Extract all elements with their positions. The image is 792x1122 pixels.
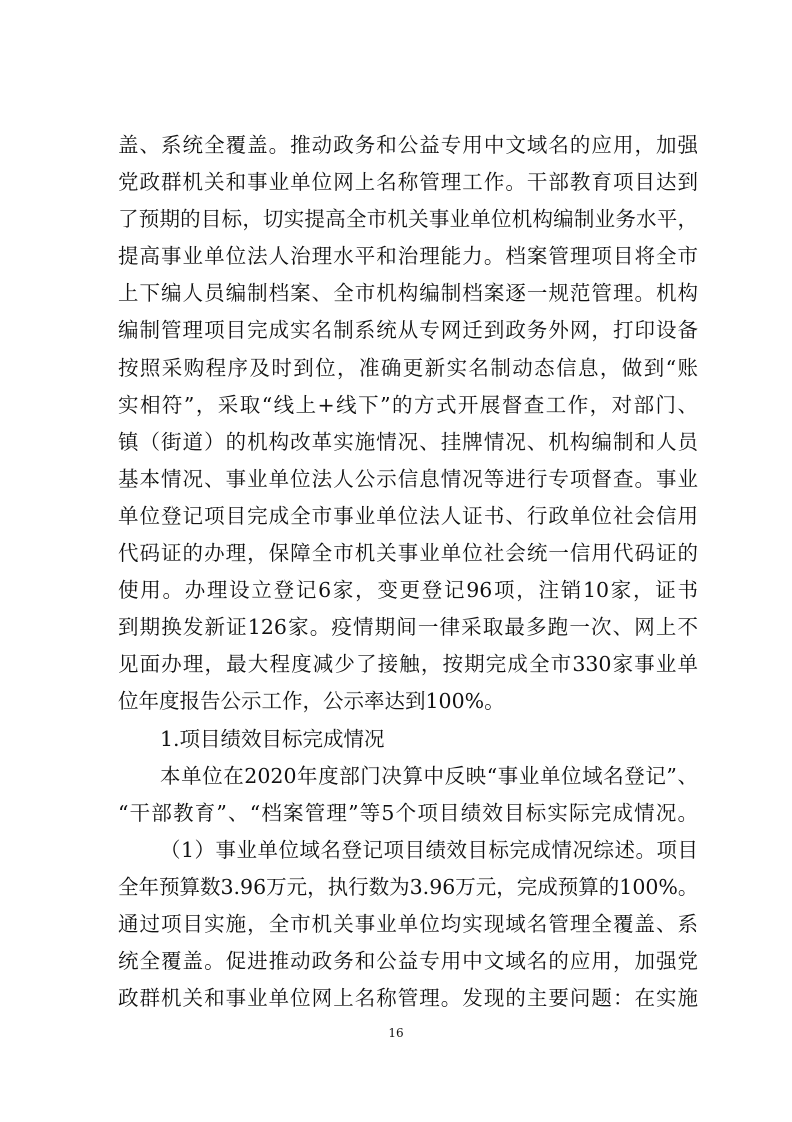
text-line: 统全覆盖。促进推动政务和公益专用中文域名的应用，加强党	[118, 949, 698, 974]
text-line: 全年预算数3.96万元，执行数为3.96万元，完成预算的100%。	[118, 874, 699, 899]
text-line: 盖、系统全覆盖。推动政务和公益专用中文域名的应用，加强	[118, 133, 698, 157]
page-number: 16	[388, 1026, 404, 1040]
paragraph-2	[118, 758, 698, 832]
paragraph-3	[118, 832, 698, 1017]
text-line: 镇（街道）的机构改革实施情况、挂牌情况、机构编制和人员	[118, 429, 698, 454]
text-line: （1）事业单位域名登记项目绩效目标完成情况综述。项目	[160, 837, 698, 862]
document-body	[118, 127, 698, 1017]
text-line: 到期换发新证126家。疫情期间一律采取最多跑一次、网上不	[118, 615, 698, 640]
text-line: 了预期的目标，切实提高全市机关事业单位机构编制业务水平，	[118, 207, 698, 232]
text-line: 基本情况、事业单位法人公示信息情况等进行专项督查。事业	[118, 466, 698, 491]
text-line: 本单位在2020年度部门决算中反映“事业单位域名登记”、	[160, 763, 698, 788]
text-line: 政群机关和事业单位网上名称管理。发现的主要问题：在实施	[118, 986, 698, 1011]
text-line: 实相符”，采取“线上+线下”的方式开展督查工作，对部门、	[118, 392, 698, 417]
text-line: 使用。办理设立登记6家，变更登记96项，注销10家，证书	[118, 578, 698, 603]
text-line: 通过项目实施，全市机关事业单位均实现域名管理全覆盖、系	[118, 911, 698, 936]
text-line: 单位登记项目完成全市事业单位法人证书、行政单位社会信用	[118, 503, 698, 528]
text-line: 位年度报告公示工作，公示率达到100%。	[118, 689, 505, 714]
text-line: 代码证的办理，保障全市机关事业单位社会统一信用代码证的	[118, 541, 698, 566]
text-line: “干部教育”、“档案管理”等5个项目绩效目标实际完成情况。	[118, 800, 698, 825]
text-line: 按照采购程序及时到位，准确更新实名制动态信息，做到“账	[118, 355, 698, 380]
text-line: 上下编人员编制档案、全市机构编制档案逐一规范管理。机构	[118, 281, 698, 306]
section-heading: 1.项目绩效目标完成情况	[160, 726, 385, 751]
text-line: 党政群机关和事业单位网上名称管理工作。干部教育项目达到	[118, 170, 698, 195]
text-line: 见面办理，最大程度减少了接触，按期完成全市330家事业单	[118, 652, 698, 677]
text-line: 提高事业单位法人治理水平和治理能力。档案管理项目将全市	[118, 244, 698, 269]
paragraph-1	[118, 127, 698, 721]
text-line: 编制管理项目完成实名制系统从专网迁到政务外网，打印设备	[118, 318, 698, 343]
